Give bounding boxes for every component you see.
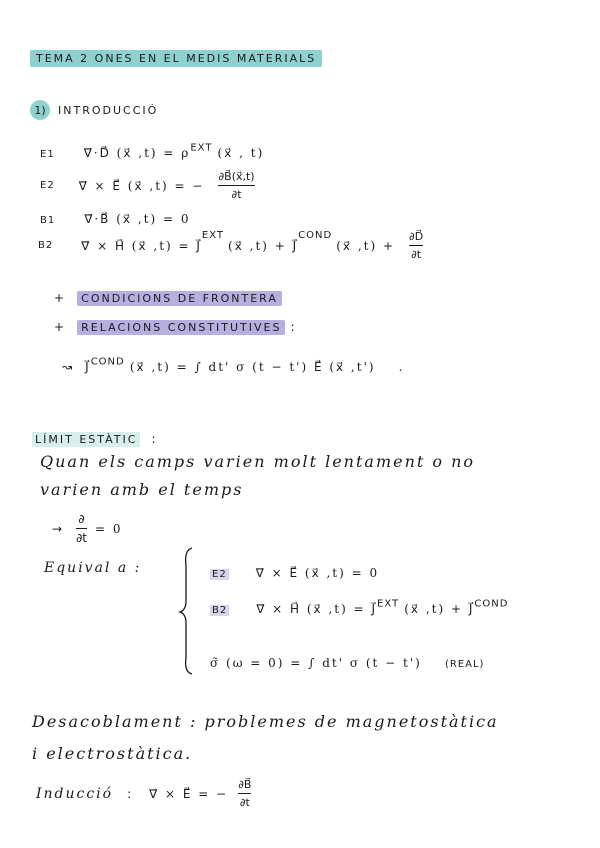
- fraction-numerator: ∂B⃗: [238, 778, 252, 791]
- equation-sup: EXT: [190, 142, 213, 154]
- static-equation-b2: [210, 598, 508, 617]
- induction-label: Inducció: [36, 785, 114, 802]
- bullet-sign: +: [54, 320, 65, 334]
- equation-body: ∇⃗ × H⃗ (x⃗ ,t) = J⃗: [256, 602, 378, 616]
- bullet-boundary: [54, 287, 282, 306]
- static-text-line2: varien amb el temps: [40, 480, 244, 499]
- equation-tag: E2: [212, 569, 227, 580]
- fraction-denominator: ∂t: [411, 248, 422, 261]
- brace-icon: [178, 546, 198, 676]
- equation-lhs: ∇⃗ × E⃗ (x⃗ ,t) = −: [78, 178, 205, 193]
- equation-lhs: ∇⃗·D⃗ (x⃗ ,t) = ρ: [83, 146, 191, 160]
- relation-lhs: J⃗: [85, 360, 91, 374]
- equation-body: σ̃ (ω = 0) = ∫ dt' σ (t − t'): [210, 656, 422, 670]
- bullet-label: RELACIONS CONSTITUTIVES: [77, 320, 285, 335]
- equation-sup: COND: [298, 230, 333, 241]
- induction-colon: :: [127, 786, 132, 801]
- fraction-numerator: ∂D⃗: [409, 230, 424, 243]
- bullet-label: CONDICIONS DE FRONTERA: [77, 291, 282, 306]
- equation-note: (REAL): [444, 659, 485, 670]
- section-label: INTRODUCCIÓ: [58, 103, 159, 117]
- arrow-icon: →: [52, 521, 63, 536]
- equation-sup: COND: [474, 598, 509, 610]
- equation-rhs: (x⃗ , t): [217, 146, 265, 160]
- equation-b1: [40, 208, 190, 227]
- equation-tag: B2: [212, 605, 228, 616]
- relation-end: .: [398, 360, 405, 374]
- bullet-constitutive: [54, 316, 295, 335]
- equation-e1: [40, 142, 264, 161]
- fraction-denominator: ∂t: [76, 531, 87, 545]
- induction-lhs: ∇⃗ × E⃗ = −: [149, 786, 229, 801]
- decoupling-line2: i electrostàtica.: [32, 744, 193, 763]
- static-heading-colon: :: [151, 432, 156, 446]
- static-heading-label: LÍMIT ESTÀTIC: [32, 432, 140, 447]
- induction-equation: [36, 778, 251, 809]
- equation-sup: EXT: [201, 230, 225, 241]
- equation-mid: (x⃗ ,t) + J⃗: [404, 602, 475, 616]
- page-title: TEMA 2 ONES EN EL MEDIS MATERIALS: [30, 50, 322, 67]
- relation-rhs: (x⃗ ,t) = ∫ dt' σ (t − t') E⃗ (x⃗ ,t'): [129, 360, 376, 374]
- derivative-equals: = 0: [94, 521, 123, 536]
- equation-b2: [38, 230, 423, 261]
- equation-lhs: ∇⃗ × H⃗ (x⃗ ,t) = J⃗: [81, 238, 202, 253]
- static-derivative: [52, 512, 123, 545]
- equation-fraction: [218, 170, 254, 201]
- equivalent-label: Equival a :: [44, 560, 142, 576]
- relation-sup: COND: [90, 356, 125, 368]
- fraction-denominator: ∂t: [231, 188, 242, 201]
- equation-lhs: ∇⃗·B⃗ (x⃗ ,t) = 0: [84, 212, 191, 226]
- derivative-fraction: [76, 512, 87, 545]
- equation-mid: (x⃗ ,t) +: [336, 238, 396, 253]
- static-heading: [32, 428, 156, 447]
- section-heading: [30, 100, 158, 120]
- section-number: 1): [30, 100, 50, 120]
- bullet-sign: +: [54, 291, 65, 305]
- equation-e2: [40, 170, 255, 201]
- equation-tag: E1: [40, 149, 55, 160]
- static-equation-sigma: [210, 652, 484, 671]
- static-equation-e2: [210, 562, 379, 581]
- equation-tag: B1: [40, 215, 56, 226]
- fraction-denominator: ∂t: [239, 796, 250, 809]
- decoupling-term: Desacoblament: [32, 712, 183, 731]
- equation-mid: (x⃗ ,t) + J⃗: [228, 238, 299, 253]
- bullet-colon: :: [290, 320, 295, 334]
- fraction-numerator: ∂: [78, 512, 85, 526]
- fraction-numerator: ∂B⃗(x⃗,t): [218, 170, 255, 183]
- equation-body: ∇⃗ × E⃗ (x⃗ ,t) = 0: [255, 566, 380, 580]
- static-text-line1: Quan els camps varien molt lentament o no: [40, 452, 476, 471]
- arrow-icon: ↝: [62, 360, 73, 374]
- equation-tag: E2: [40, 180, 55, 191]
- equation-fraction: [409, 230, 423, 261]
- decoupling-line1: [32, 712, 499, 731]
- induction-fraction: [238, 778, 251, 809]
- equation-sup: EXT: [377, 598, 400, 610]
- equation-tag: B2: [38, 240, 54, 251]
- conductivity-relation: [62, 356, 404, 375]
- decoupling-text: : problemes de magnetostàtica: [190, 712, 499, 731]
